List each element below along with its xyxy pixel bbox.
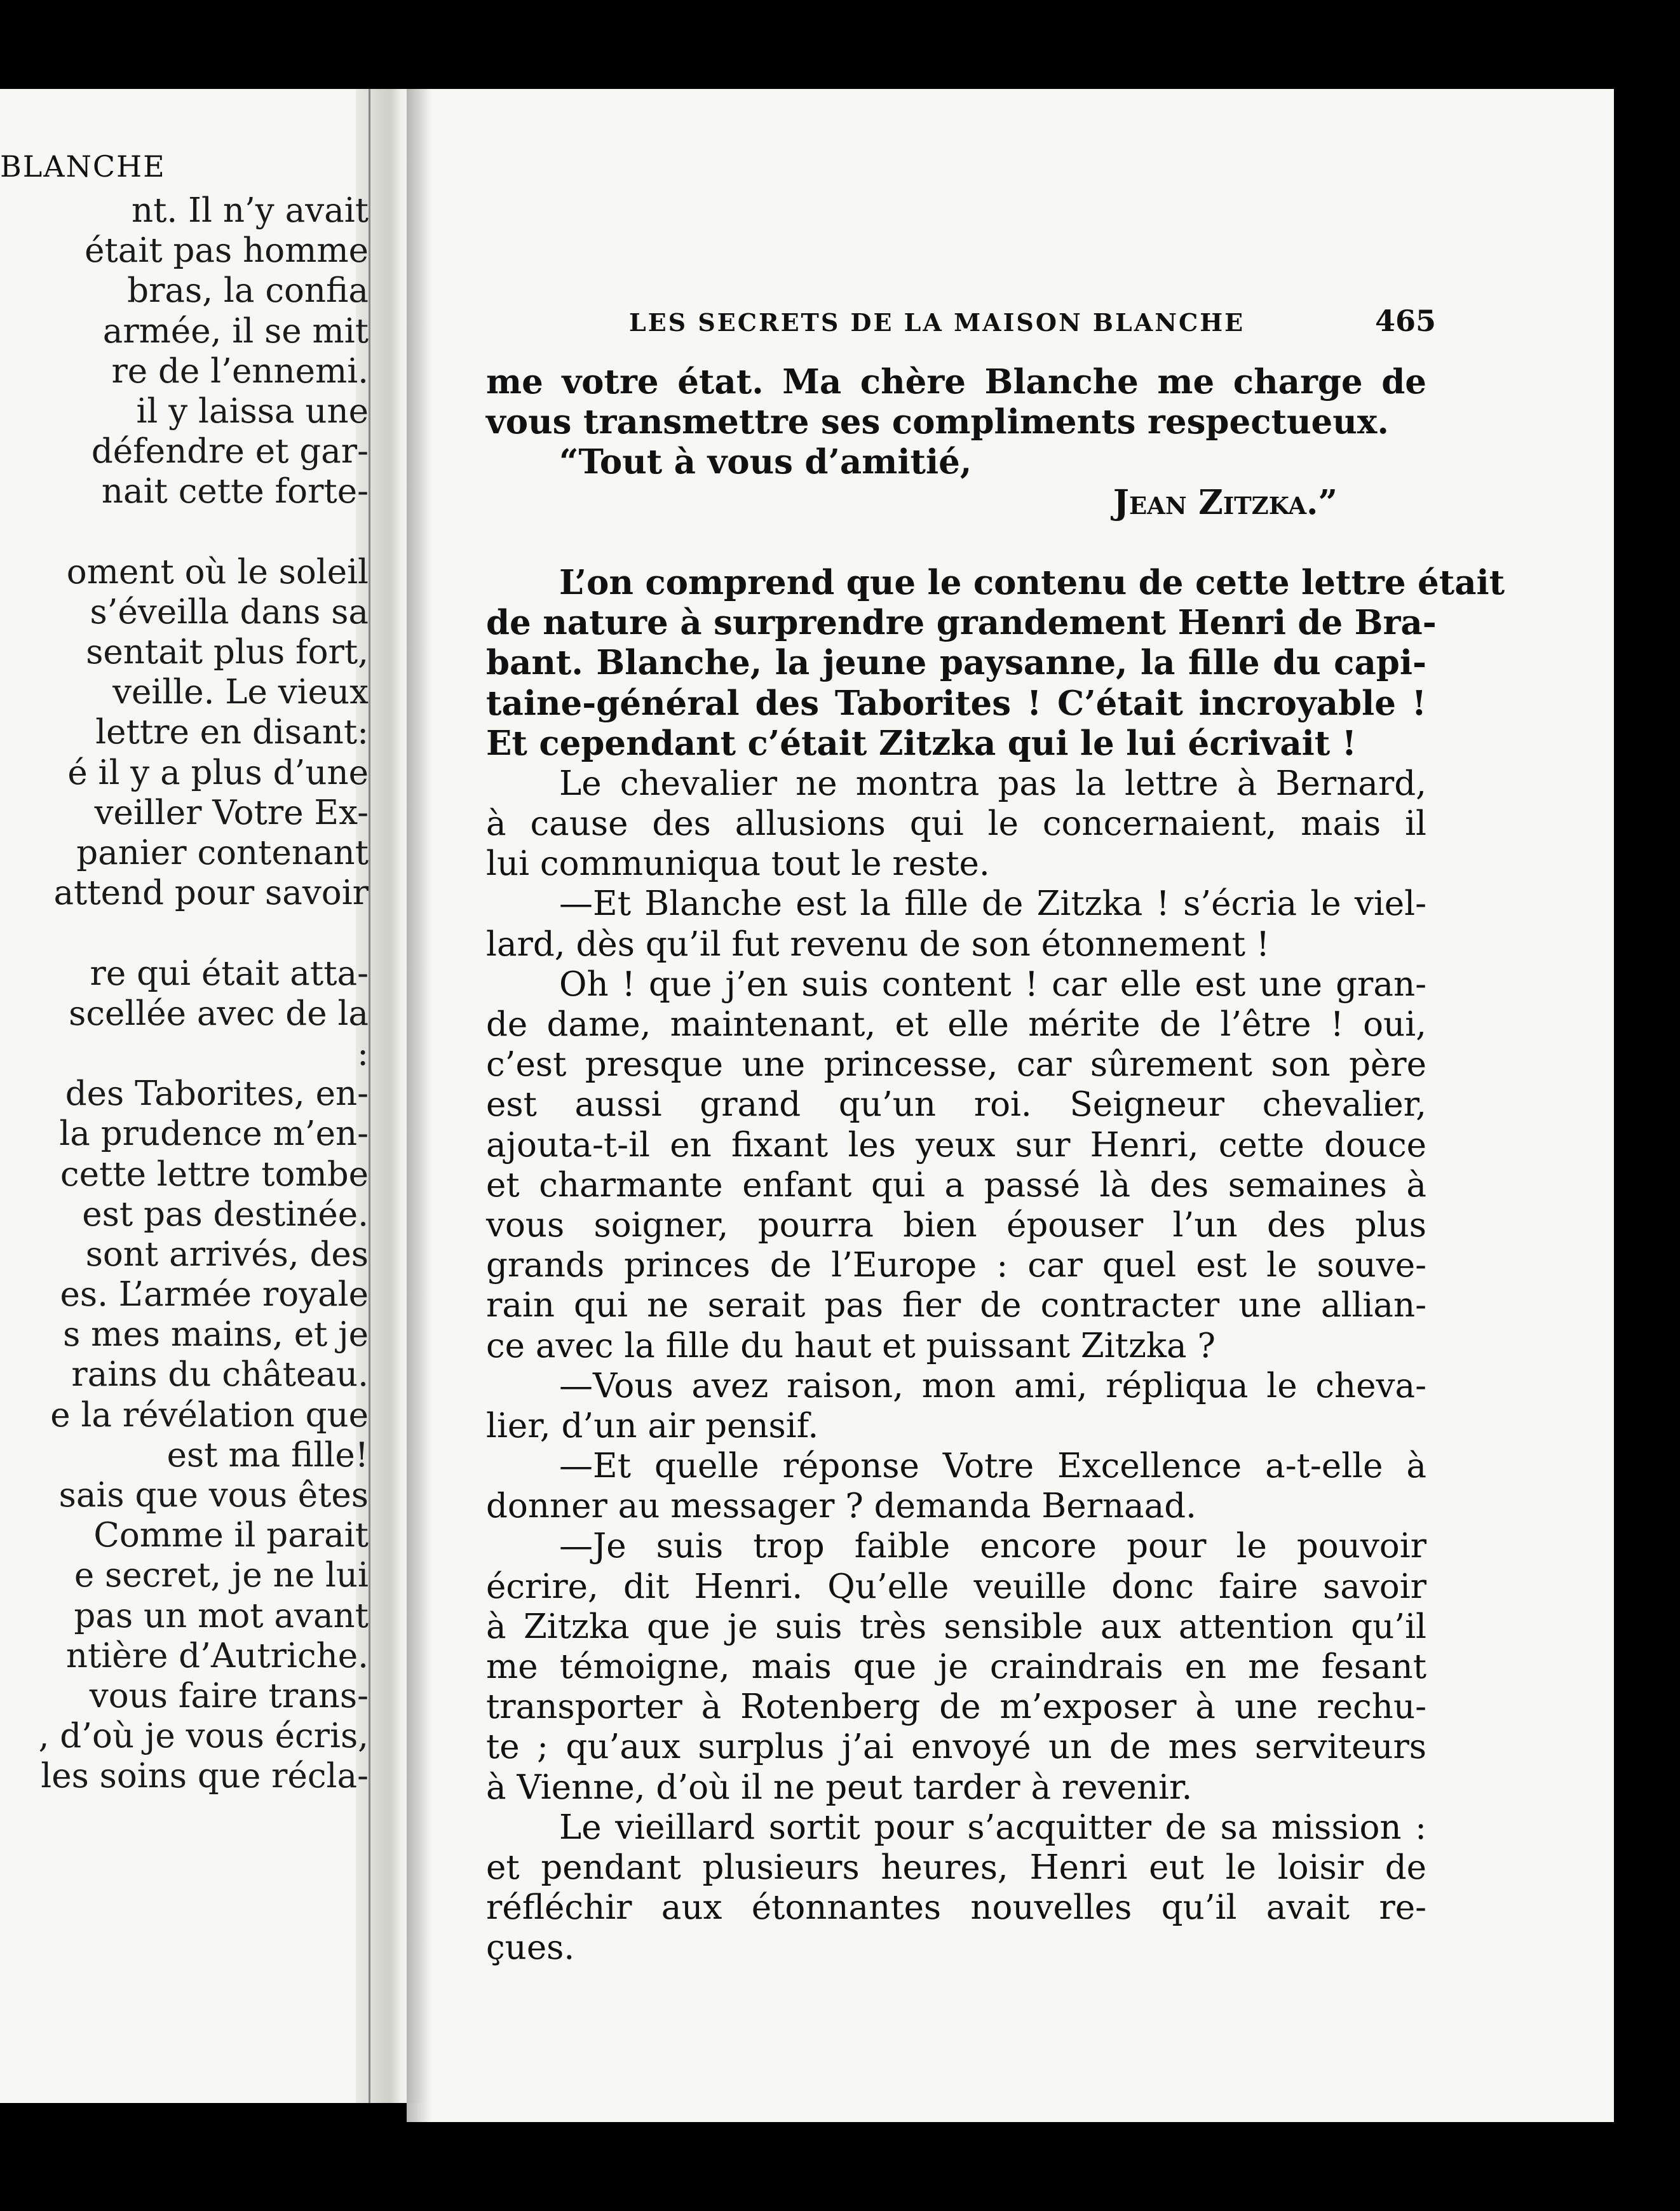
text-line: —Et quelle réponse Votre Excellence a-t-elle à [559,1447,1426,1486]
text-line: grands princes de l’Europe : car quel est le souve- [486,1246,1426,1285]
left-text-line: e secret, je ne lui [74,1556,369,1595]
main-text-body [486,362,1505,1968]
text-line: est aussi grand qu’un roi. Seigneur chevalier, [486,1085,1426,1125]
left-text-line: s mes mains, et je [63,1315,369,1355]
text-line: à Zitzka que je suis très sensible aux attention qu’il [486,1607,1426,1646]
left-text-line: les soins que récla- [41,1757,369,1796]
left-text-line: : [357,1034,369,1073]
text-line: lard, dès qu’il fut revenu de son étonnement ! [486,924,1270,964]
text-line: écrire, dit Henri. Qu’elle veuille donc faire savoir [486,1567,1426,1606]
text-line: te ; qu’aux surplus j’ai envoyé un de mes serviteurs [486,1728,1426,1767]
left-text-line: pas un mot avant [74,1596,369,1635]
page-number: 465 [1374,304,1436,338]
left-text-line: , d’où je vous écris, [38,1717,369,1756]
text-line: lui communiqua tout le reste. [486,844,990,884]
text-line: à Vienne, d’où il ne peut tarder à revenir. [486,1768,1193,1807]
text-line [486,523,1426,563]
left-text-line: oment où le soleil [66,552,369,592]
left-text-line: est ma fille! [166,1435,369,1475]
left-text-line: re qui était atta- [90,954,369,993]
left-text-line: scellée avec de la [69,994,369,1033]
left-text-line: armée, il se mit [102,311,369,351]
text-line: et pendant plusieurs heures, Henri eut le loisir de [486,1848,1426,1887]
left-running-head: BLANCHE [0,149,166,184]
left-text-line: des Taborites, en- [65,1074,369,1114]
text-line: me votre état. Ma chère Blanche me charge de [486,362,1426,402]
left-text-line: ntière d’Autriche. [65,1636,369,1675]
text-line: bant. Blanche, la jeune paysanne, la fille du capi- [486,643,1426,683]
left-text-line: nt. Il n’y avait [131,191,369,230]
left-text-line: est pas destinée. [82,1194,369,1234]
signature-line: Jean Zitzka.” [1113,482,1338,522]
text-line: L’on comprend que le contenu de cette lettre était [559,562,1505,602]
left-text-line: re de l’ennemi. [111,351,369,391]
left-text-line: il y laissa une [136,391,369,431]
left-text-line: panier contenant [76,834,369,872]
left-text-line: e la révélation que [50,1395,369,1435]
left-text-line: sont arrivés, des [85,1234,369,1274]
spine-shadow [407,89,432,2122]
text-line: de dame, maintenant, et elle mérite de l’être ! oui, [486,1005,1426,1044]
left-text-line: était pas homme [85,231,369,271]
text-line: et charmante enfant qui a passé là des semaines à [486,1165,1426,1205]
left-text-line: sentait plus fort, [86,633,369,672]
fold-line [369,89,370,2103]
left-text-line: défendre et gar- [91,432,369,471]
text-line: vous soigner, pourra bien épouser l’un des plus [486,1205,1426,1245]
left-page-text [0,191,369,1797]
text-line: Et cependant c’était Zitzka qui le lui écrivait ! [486,723,1357,763]
left-text-line: attend pour savoir [53,874,369,913]
left-text-line: sais que vous êtes [58,1476,369,1515]
left-text-line: veiller Votre Ex- [94,793,369,832]
left-text-line: lettre en disant: [95,713,369,752]
text-line: transporter à Rotenberg de m’exposer à une rechu- [486,1687,1426,1727]
text-line: —Je suis trop faible encore pour le pouvoir [559,1527,1426,1566]
left-text-line: rains du château. [71,1355,369,1395]
left-text-line [0,512,369,552]
text-line: çues. [486,1928,575,1968]
text-line: ce avec la fille du haut et puissant Zitzka ? [486,1326,1216,1365]
text-line: ajouta-t-il en fixant les yeux sur Henri, cette douce [486,1125,1426,1165]
text-line: lier, d’un air pensif. [486,1406,819,1445]
text-line: rain qui ne serait pas fier de contracter une allian- [486,1286,1426,1325]
left-text-line: nait cette forte- [101,472,369,511]
text-line: vous transmettre ses compliments respectueux. [486,402,1389,442]
text-line: —Vous avez raison, mon ami, répliqua le cheva- [559,1366,1426,1405]
text-line: Le vieillard sortit pour s’acquitter de sa mission : [559,1808,1426,1847]
left-text-line: es. L’armée royale [60,1275,369,1315]
left-text-line: vous faire trans- [89,1676,369,1715]
text-line: à cause des allusions qui le concernaient, mais il [486,804,1426,844]
text-line: c’est presque une princesse, car sûrement son père [486,1045,1426,1085]
left-text-line: é il y a plus d’une [67,753,369,792]
text-line: me témoigne, mais que je craindrais en me fesant [486,1647,1426,1686]
running-header [629,304,1436,338]
text-line: “Tout à vous d’amitié, [559,442,972,482]
left-text-line: bras, la confia [127,271,369,311]
text-line: de nature à surprendre grandement Henri de Bra- [486,603,1437,643]
left-text-line: la prudence m’en- [59,1114,369,1154]
text-line: réfléchir aux étonnantes nouvelles qu’il avait re- [486,1888,1426,1928]
left-text-line: Comme il parait [93,1516,369,1555]
text-line: taine-général des Taborites ! C’était incroyable ! [486,683,1426,723]
left-text-line: cette lettre tombe [60,1154,369,1194]
left-text-line [0,913,369,953]
text-line: Oh ! que j’en suis content ! car elle est une gran- [559,964,1426,1004]
text-line: donner au messager ? demanda Bernaad. [486,1487,1196,1526]
left-text-line: veille. Le vieux [112,673,369,712]
running-title: LES SECRETS DE LA MAISON BLANCHE [629,308,1245,337]
text-line: —Et Blanche est la fille de Zitzka ! s’écria le viel- [559,884,1426,924]
left-text-line: s’éveilla dans sa [90,592,369,632]
text-line: Le chevalier ne montra pas la lettre à Bernard, [559,764,1426,803]
